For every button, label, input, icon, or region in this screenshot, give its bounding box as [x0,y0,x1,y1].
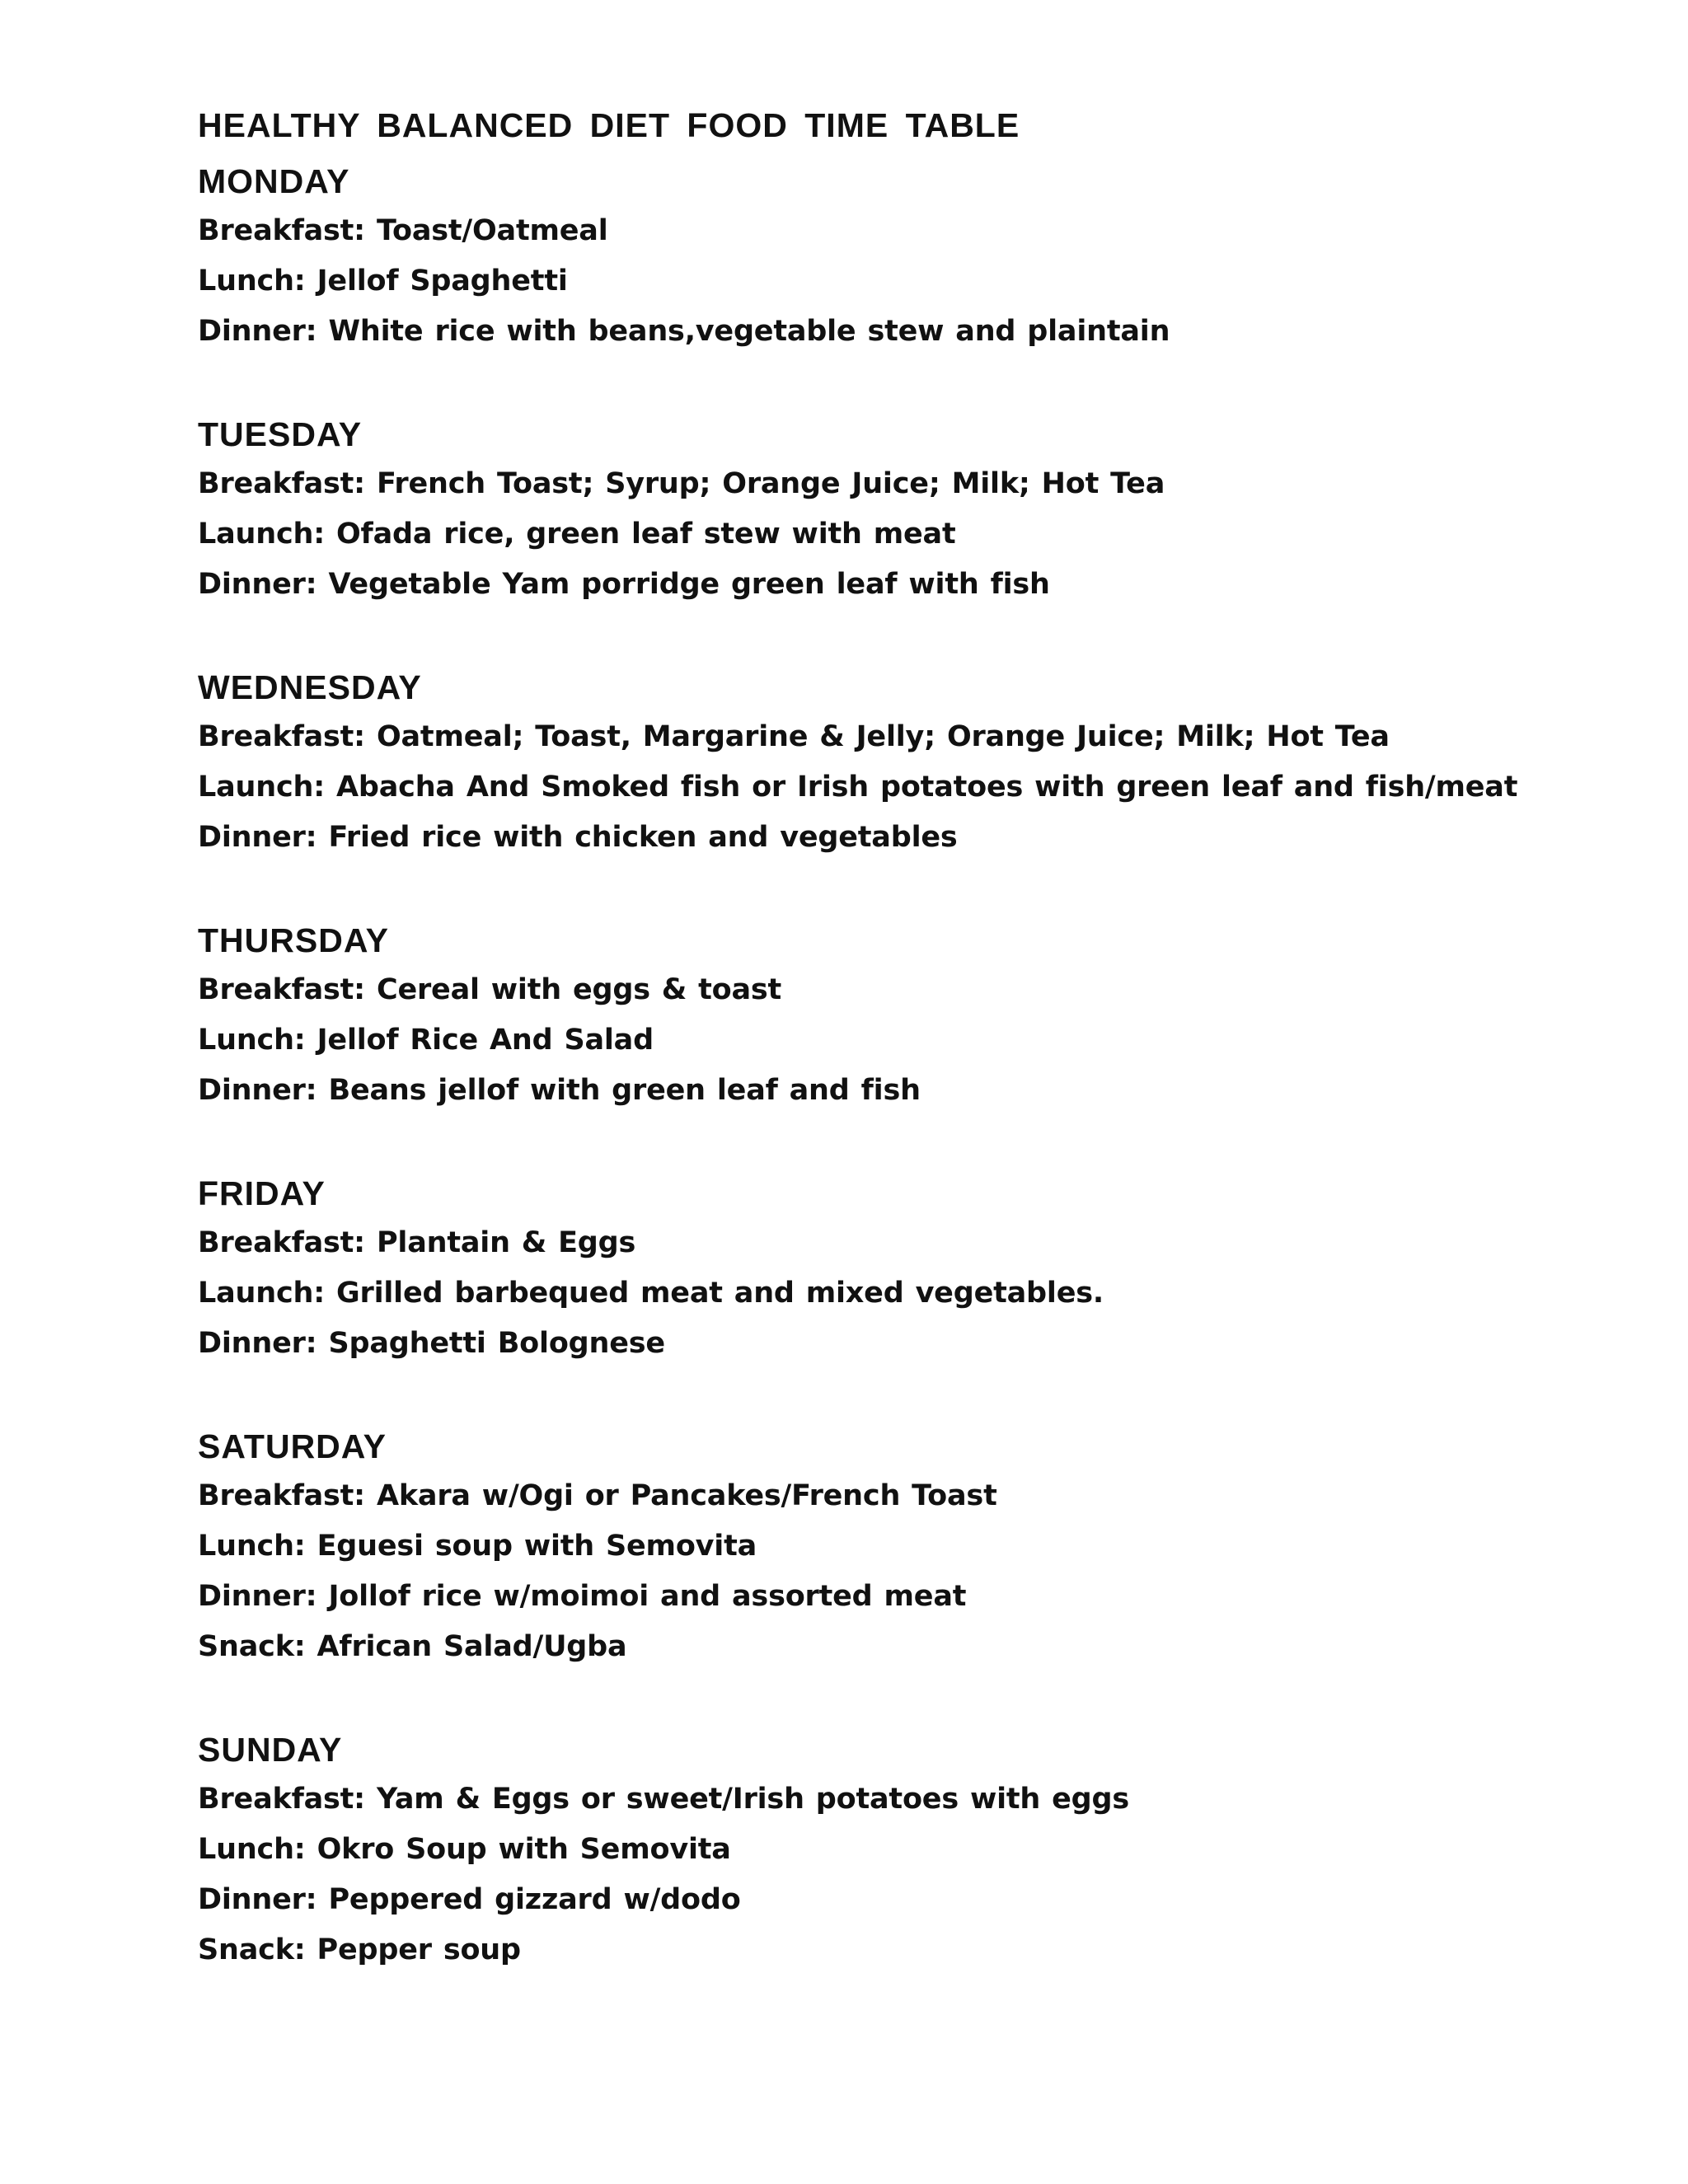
day-heading: SATURDAY [198,1427,387,1465]
day-section-friday [198,1174,1648,1369]
page-title: HEALTHY BALANCED DIET FOOD TIME TABLE [198,106,1020,144]
meal-line: Lunch: Jellof Spaghetti [198,265,568,298]
meal-line: Dinner: Peppered gizzard w/dodo [198,1883,741,1916]
week-schedule [198,162,1648,1975]
meal-line: Lunch: Okro Soup with Semovita [198,1833,731,1866]
day-heading: FRIDAY [198,1174,326,1212]
meal-list [198,1471,1648,1672]
day-section-wednesday [198,668,1648,863]
day-heading: WEDNESDAY [198,668,422,706]
meal-line: Launch: Abacha And Smoked fish or Irish potatoes with green leaf and fish/meat [198,771,1518,804]
day-heading: TUESDAY [198,415,363,453]
meal-list [198,1218,1648,1369]
meal-line: Dinner: Beans jellof with green leaf and fish [198,1074,921,1107]
meal-line: Snack: African Salad/Ugba [198,1630,627,1663]
day-heading: SUNDAY [198,1731,343,1769]
meal-line: Launch: Ofada rice, green leaf stew with meat [198,518,956,551]
meal-line: Dinner: Jollof rice w/moimoi and assorted meat [198,1580,967,1613]
meal-line: Dinner: White rice with beans,vegetable stew and plaintain [198,315,1170,348]
day-section-sunday [198,1730,1648,1975]
day-section-saturday [198,1427,1648,1672]
meal-list [198,1774,1648,1975]
meal-line: Dinner: Fried rice with chicken and vegetables [198,821,958,854]
meal-list [198,965,1648,1116]
day-heading: THURSDAY [198,921,390,959]
day-section-tuesday [198,415,1648,610]
day-heading: MONDAY [198,162,350,200]
meal-line: Snack: Pepper soup [198,1933,521,1966]
meal-line: Breakfast: Akara w/Ogi or Pancakes/French Toast [198,1479,997,1512]
meal-list [198,712,1648,863]
meal-line: Breakfast: Toast/Oatmeal [198,214,608,247]
day-section-monday [198,162,1648,357]
meal-line: Breakfast: Cereal with eggs & toast [198,973,782,1006]
meal-list [198,206,1648,357]
meal-line: Lunch: Jellof Rice And Salad [198,1024,654,1057]
meal-line: Lunch: Eguesi soup with Semovita [198,1530,757,1563]
meal-line: Breakfast: Oatmeal; Toast, Margarine & Jelly; Orange Juice; Milk; Hot Tea [198,720,1390,753]
meal-line: Dinner: Vegetable Yam porridge green leaf with fish [198,568,1050,601]
day-section-thursday [198,921,1648,1116]
meal-line: Breakfast: Yam & Eggs or sweet/Irish potatoes with eggs [198,1783,1129,1816]
meal-line: Dinner: Spaghetti Bolognese [198,1327,665,1360]
meal-list [198,459,1648,610]
document-page [198,105,1648,1975]
meal-line: Launch: Grilled barbequed meat and mixed vegetables. [198,1277,1104,1310]
meal-line: Breakfast: French Toast; Syrup; Orange Juice; Milk; Hot Tea [198,467,1165,500]
meal-line: Breakfast: Plantain & Eggs [198,1226,636,1259]
